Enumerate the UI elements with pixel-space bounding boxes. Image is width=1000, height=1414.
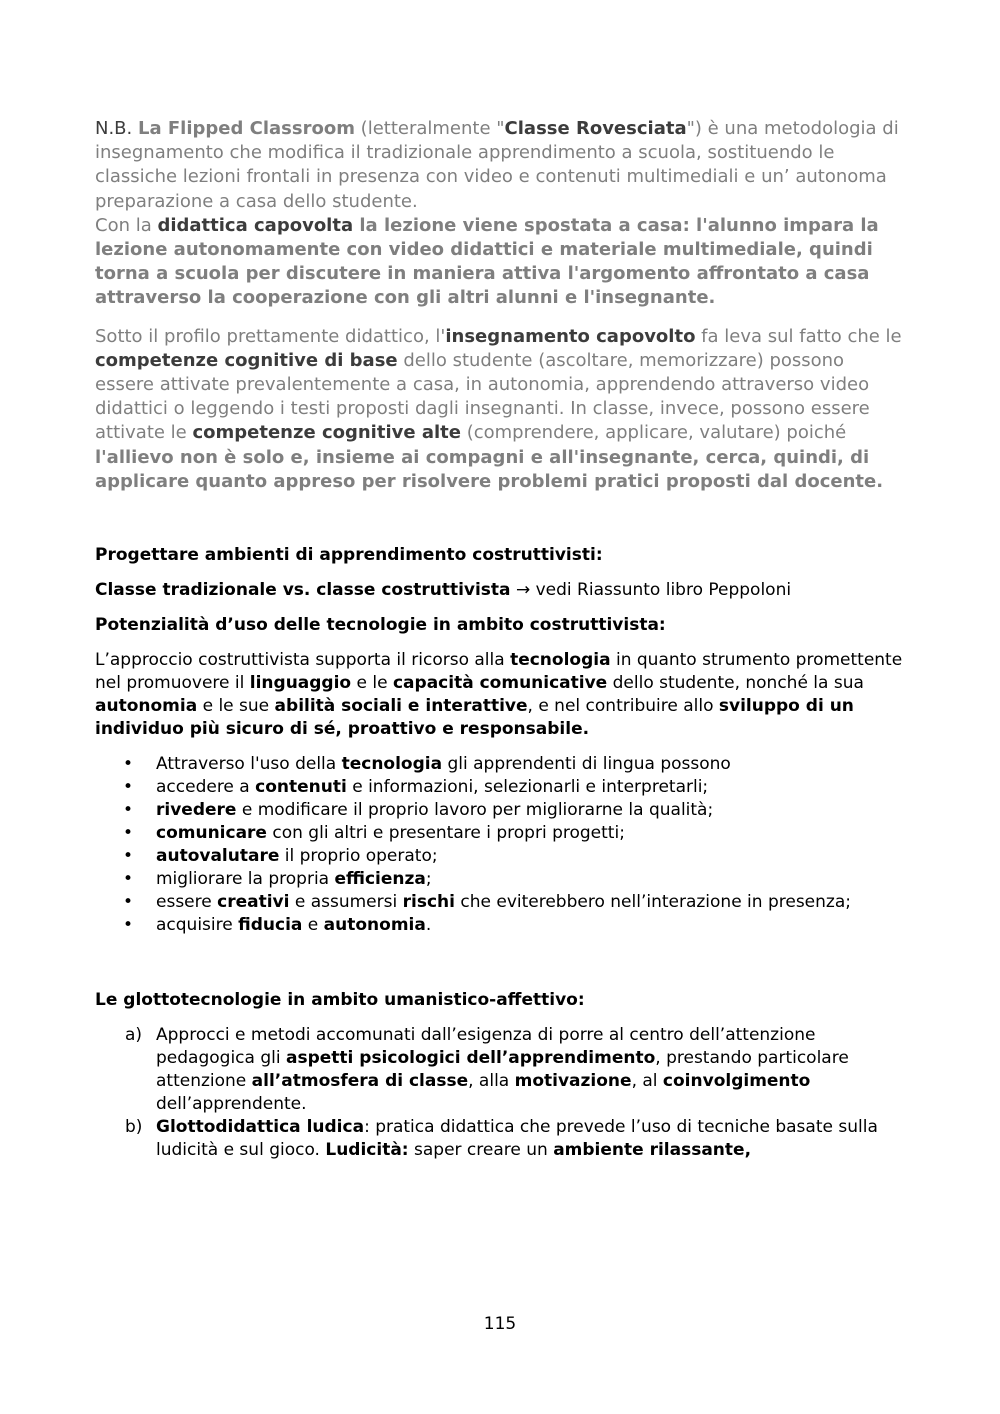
page-number: 115: [483, 1314, 517, 1334]
bullet-icon: •: [123, 800, 134, 821]
term-didattica-capovolta: didattica capovolta: [157, 214, 354, 236]
list-item: • acquisire fiducia e autonomia.: [123, 915, 432, 936]
approccio-text-1: L’approccio costruttivista supporta il ricorso alla: [95, 650, 511, 671]
profilo-bold-4: l'allievo non è solo e, insieme ai compagni e all'insegnante, cerca, quindi, di applicare quanto appreso per risolvere problemi pratici proposti dal docente.: [95, 446, 884, 492]
heading-potenzialita: Potenzialità d’uso delle tecnologie in ambito costruttivista:: [95, 615, 666, 636]
profilo-text-1: Sotto il profilo prettamente didattico, l': [95, 325, 446, 347]
nb-text-2: ") è una metodologia di insegnamento che modifica il tradizionale apprendimento a scuola, sostituendo le classiche lezioni frontali in presenza con video e contenuti multimediali e un’ autonoma preparazione a casa dello studente.: [95, 118, 899, 212]
list-item: • rivedere e modificare il proprio lavoro per migliorarne la qualità;: [123, 800, 714, 821]
approccio-bold-6: sviluppo di un individuo più sicuro di sé, proattivo e responsabile.: [95, 696, 854, 740]
nb-prefix: N.B.: [95, 118, 138, 139]
bullet-icon: •: [123, 754, 134, 775]
list-item: • accedere a contenuti e informazioni, selezionarli e interpretarli;: [123, 777, 709, 798]
bullet-icon: •: [123, 892, 134, 913]
bullet-icon: •: [123, 915, 134, 936]
list-marker: b): [125, 1117, 143, 1138]
profilo-text-4: (comprendere, applicare, valutare) poiché: [460, 422, 847, 444]
classe-bold: Classe tradizionale vs. classe costruttivista: [95, 580, 511, 601]
heading-glottotecnologie: Le glottotecnologie in ambito umanistico-affettivo:: [95, 990, 585, 1011]
list-item: • comunicare con gli altri e presentare i propri progetti;: [123, 823, 625, 844]
profilo-bold-2: competenze cognitive di base: [95, 349, 398, 371]
list-item-b: b) Glottodidattica ludica: pratica didattica che prevede l’uso di tecniche basate sulla ludicità e sul gioco. Ludicità: saper creare un ambiente rilassante,: [125, 1117, 878, 1161]
approccio-bold-3: capacità comunicative: [392, 673, 608, 694]
approccio-text-3: e le: [351, 673, 393, 694]
bullet-icon: •: [123, 846, 134, 867]
approccio-bold-4: autonomia: [95, 696, 198, 717]
nb-text-3: Con la: [95, 214, 158, 236]
nb-text-4: la lezione viene spostata a casa: l'alunno impara la lezione autonomamente con video didattici e materiale multimediale, quindi torna a scuola per discutere in maniera attiva l'argomento affrontato a casa attraverso la cooperazione con gli altri alunni e l'insegnante.: [95, 214, 879, 309]
list-item: • essere creativi e assumersi rischi che eviterebbero nell’interazione in presenza;: [123, 892, 851, 913]
list-item-a: a) Approcci e metodi accomunati dall’esigenza di porre al centro dell’attenzione pedagogica gli aspetti psicologici dell’apprendimento, prestando particolare attenzione all’atmosfera di classe, alla motivazione, al coinvolgimento dell’apprendente.: [125, 1025, 849, 1115]
approccio-text-6: , e nel contribuire allo: [527, 696, 719, 717]
list-item: • Attraverso l'uso della tecnologia gli apprendenti di lingua possono: [123, 754, 731, 775]
list-item: • autovalutare il proprio operato;: [123, 846, 438, 867]
approccio-bold-5: abilità sociali e interattive: [274, 696, 528, 717]
document-page: [95, 117, 905, 1162]
flipped-classroom-note: [95, 117, 905, 311]
list-item: • migliorare la propria efficienza;: [123, 869, 432, 890]
heading-ambienti: Progettare ambienti di apprendimento costruttivisti:: [95, 545, 603, 566]
approccio-text-4: dello studente, nonché la sua: [607, 673, 864, 694]
term-classe-rovesciata: Classe Rovesciata: [504, 118, 687, 139]
profilo-bold-1: insegnamento capovolto: [445, 325, 696, 347]
approccio-text-5: e le sue: [197, 696, 275, 717]
arrow-icon: →: [515, 580, 531, 601]
bullet-icon: •: [123, 869, 134, 890]
profilo-text-2: fa leva sul fatto che le: [695, 325, 902, 347]
term-flipped-classroom: La Flipped Classroom: [137, 118, 355, 139]
profilo-paragraph: [95, 325, 905, 494]
bullet-icon: •: [123, 777, 134, 798]
bullet-icon: •: [123, 823, 134, 844]
glottotecnologie-list: [95, 1024, 905, 1162]
approccio-bold-2: linguaggio: [249, 673, 352, 694]
approccio-bold-1: tecnologia: [510, 650, 611, 671]
tecnologia-bullet-list: [95, 753, 905, 937]
approccio-text-2: in quanto strumento promettente nel promuovere il: [95, 650, 903, 694]
nb-text-1: (letteralmente ": [354, 118, 505, 139]
classe-text: vedi Riassunto libro Peppoloni: [530, 580, 792, 601]
classe-line: [95, 579, 905, 602]
approccio-paragraph: [95, 649, 905, 741]
profilo-text-3: dello studente (ascoltare, memorizzare) possono essere attivate prevalentemente a casa, in autonomia, apprendendo attraverso video didattici o leggendo i testi proposti dagli insegnanti. In classe, invece, possono essere attivate le: [95, 349, 870, 444]
list-marker: a): [125, 1025, 143, 1046]
profilo-bold-3: competenze cognitive alte: [192, 422, 461, 444]
